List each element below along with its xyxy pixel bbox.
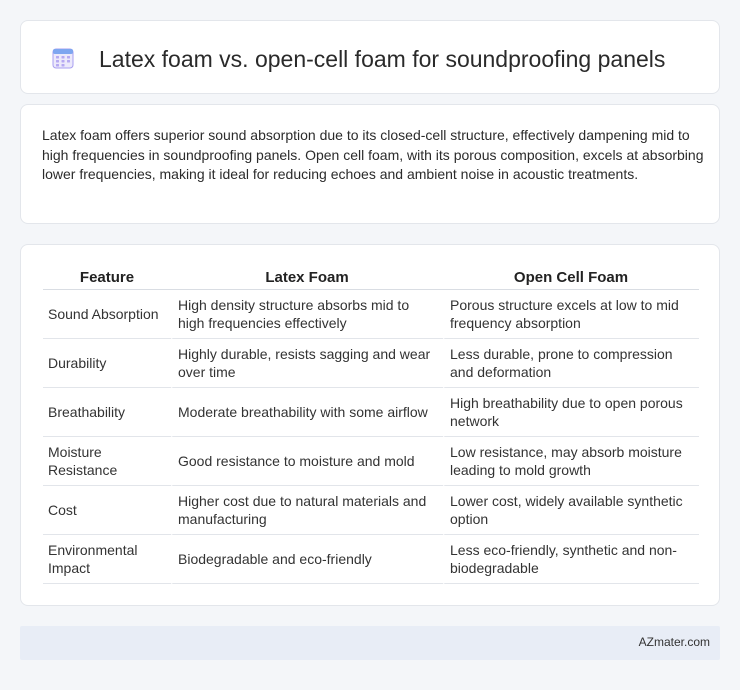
latex-cell: Highly durable, resists sagging and wear over time	[171, 339, 443, 388]
feature-cell: Moisture Resistance	[43, 437, 171, 486]
footer-brand: AZmater.com	[638, 635, 710, 649]
header-feature: Feature	[43, 266, 171, 290]
intro-paragraph: Latex foam offers superior sound absorption due to its closed-cell structure, effectively dampening mid to high frequencies in soundproofing panels. Open cell foam, with its porous composition, excels at absorbing lower frequencies, making it ideal for reducing echoes and ambient noise in acoustic treatments.	[42, 127, 704, 182]
comparison-card	[20, 244, 720, 606]
open-cell-cell: Less eco-friendly, synthetic and non-biodegradable	[443, 535, 699, 584]
feature-cell: Breathability	[43, 388, 171, 437]
comparison-table	[43, 266, 699, 584]
latex-cell: Biodegradable and eco-friendly	[171, 535, 443, 584]
open-cell-cell: Porous structure excels at low to mid frequency absorption	[443, 290, 699, 339]
intro-card	[20, 104, 720, 224]
open-cell-cell: Low resistance, may absorb moisture leading to mold growth	[443, 437, 699, 486]
header-latex-foam: Latex Foam	[171, 266, 443, 290]
calendar-icon	[51, 46, 75, 70]
feature-cell: Environmental Impact	[43, 535, 171, 584]
latex-cell: High density structure absorbs mid to high frequencies effectively	[171, 290, 443, 339]
latex-cell: Higher cost due to natural materials and manufacturing	[171, 486, 443, 535]
page-title: Latex foam vs. open-cell foam for soundproofing panels	[99, 46, 666, 72]
feature-cell: Cost	[43, 486, 171, 535]
feature-cell: Durability	[43, 339, 171, 388]
open-cell-cell: High breathability due to open porous network	[443, 388, 699, 437]
table-row	[43, 437, 699, 486]
footer-bar	[20, 626, 720, 660]
open-cell-cell: Lower cost, widely available synthetic option	[443, 486, 699, 535]
latex-cell: Moderate breathability with some airflow	[171, 388, 443, 437]
table-row	[43, 535, 699, 584]
table-header-row	[43, 266, 699, 290]
header-open-cell-foam: Open Cell Foam	[443, 266, 699, 290]
title-card	[20, 20, 720, 94]
table-row	[43, 290, 699, 339]
table-row	[43, 339, 699, 388]
feature-cell: Sound Absorption	[43, 290, 171, 339]
table-row	[43, 388, 699, 437]
table-row	[43, 486, 699, 535]
open-cell-cell: Less durable, prone to compression and deformation	[443, 339, 699, 388]
latex-cell: Good resistance to moisture and mold	[171, 437, 443, 486]
